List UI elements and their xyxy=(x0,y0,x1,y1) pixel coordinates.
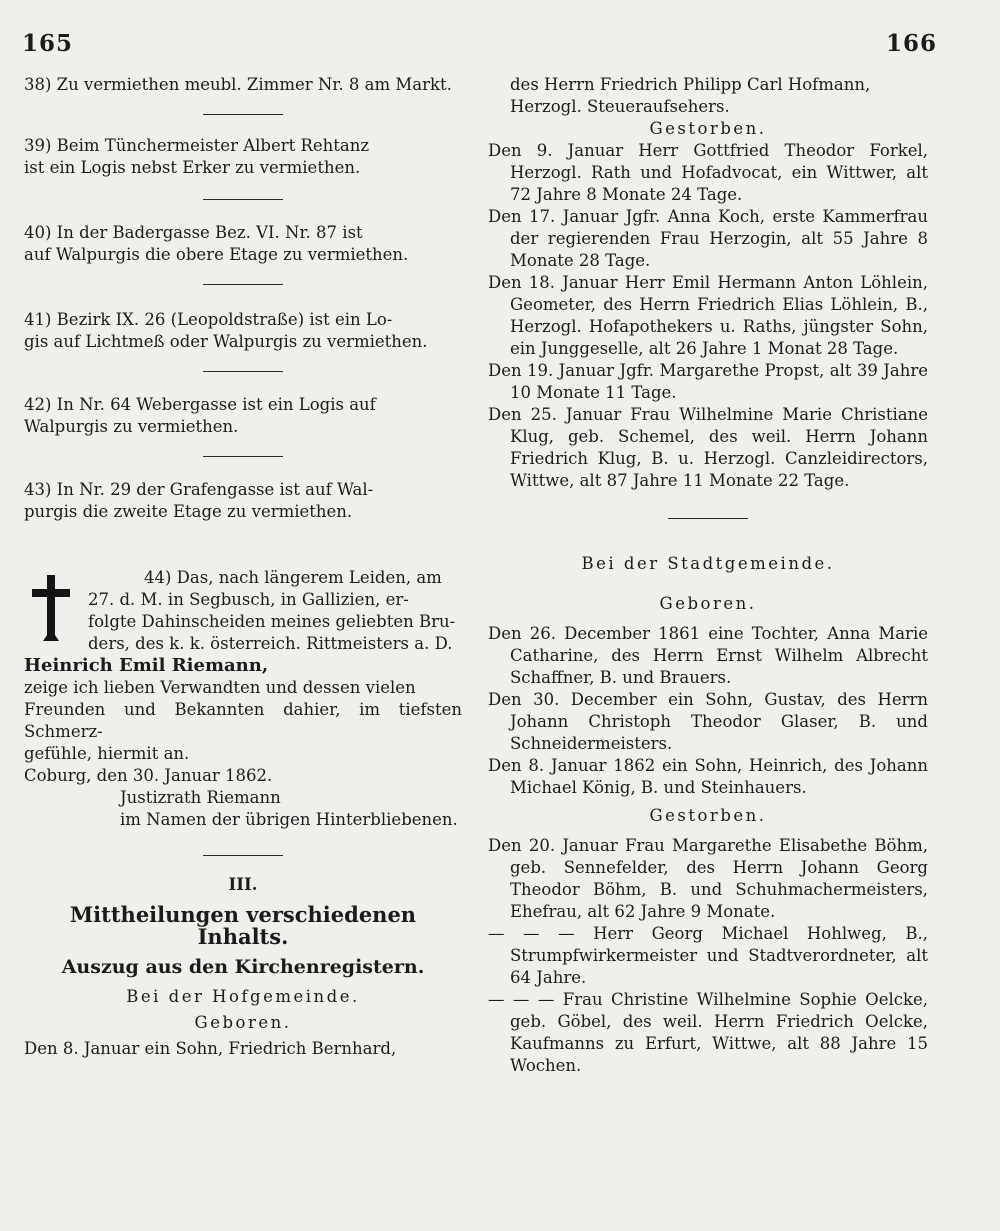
ad-41-line2: gis auf Lichtmeß oder Walpurgis zu vermiethen. xyxy=(24,332,428,351)
born-heading-2: Geboren. xyxy=(659,594,757,613)
obituary-signature: Justizrath Riemann xyxy=(120,788,281,807)
obituary-line4: ders, des k. k. österreich. Rittmeisters a. D. xyxy=(88,634,453,653)
obituary-line1: 44) Das, nach längerem Leiden, am xyxy=(144,568,442,587)
died-heading: Gestorben. xyxy=(649,119,767,138)
obituary-place-date: Coburg, den 30. Januar 1862. xyxy=(24,766,273,785)
parish-heading-2: Bei der Stadtgemeinde. xyxy=(581,554,835,573)
died-heading-2: Gestorben. xyxy=(649,806,767,825)
death-entry: Den 19. Januar Jgfr. Margarethe Propst, alt 39 Jahre 10 Monate 11 Tage. xyxy=(488,361,928,402)
death-entry: — — — Frau Christine Wilhelmine Sophie Oelcke, geb. Göbel, des weil. Herrn Friedrich Oelcke, Kaufmanns zu Erfurt, Wittwe, alt 88 Jahre 15 Wochen. xyxy=(488,990,928,1075)
obituary-signature-note: im Namen der übrigen Hinterbliebenen. xyxy=(120,810,458,829)
ad-40-line1: 40) In der Badergasse Bez. VI. Nr. 87 ist xyxy=(24,223,363,242)
death-entry: — — — Herr Georg Michael Hohlweg, B., Strumpfwirkermeister und Stadtverordneter, alt 64 Jahre. xyxy=(488,924,928,987)
page-number-left: 165 xyxy=(22,30,74,57)
birth-entry: Den 26. December 1861 eine Tochter, Anna Marie Catharine, des Herrn Ernst Wilhelm Albrecht Schaffner, B. und Brauers. xyxy=(488,624,928,687)
death-entry: Den 17. Januar Jgfr. Anna Koch, erste Kammerfrau der regierenden Frau Herzogin, alt 55 Jahre 8 Monate 28 Tage. xyxy=(488,207,928,270)
obituary-line3: folgte Dahinscheiden meines geliebten Bru- xyxy=(88,612,456,631)
birth-entry: Den 8. Januar 1862 ein Sohn, Heinrich, des Johann Michael König, B. und Steinhauers. xyxy=(488,756,928,797)
death-entry: Den 18. Januar Herr Emil Hermann Anton Löhlein, Geometer, des Herrn Friedrich Elias Löhlein, B., Herzogl. Hofapothekers u. Raths, jüngster Sohn, ein Junggeselle, alt 26 Jahre 1 Monat 28 Tage. xyxy=(488,273,928,358)
ad-42-line2: Walpurgis zu vermiethen. xyxy=(24,417,239,436)
obituary-line7: gefühle, hiermit an. xyxy=(24,744,190,763)
death-entry: Den 20. Januar Frau Margarethe Elisabethe Böhm, geb. Sennefelder, des Herrn Johann Georg Theodor Böhm, B. und Schuhmachermeisters, Ehefrau, alt 62 Jahre 9 Monate. xyxy=(488,836,928,921)
ad-40-line2: auf Walpurgis die obere Etage zu vermiethen. xyxy=(24,245,409,264)
birth-entry-cont1: des Herrn Friedrich Philipp Carl Hofmann, xyxy=(510,75,871,94)
death-entry: Den 25. Januar Frau Wilhelmine Marie Christiane Klug, geb. Schemel, des weil. Herrn Johann Friedrich Klug, B. u. Herzogl. Canzleidirectors, Wittwe, alt 87 Jahre 11 Monate 22 Tage. xyxy=(488,405,928,490)
obituary-line2: 27. d. M. in Segbusch, in Gallizien, er- xyxy=(88,590,409,609)
ad-39-line1: 39) Beim Tünchermeister Albert Rehtanz xyxy=(24,136,370,155)
obituary-notice xyxy=(24,567,462,831)
left-column xyxy=(24,74,462,1060)
section-title: Mittheilungen verschiedenen Inhalts. xyxy=(69,902,417,949)
ad-38: 38) Zu vermiethen meubl. Zimmer Nr. 8 am Markt. xyxy=(24,75,452,94)
ad-39-line2: ist ein Logis nebst Erker zu vermiethen. xyxy=(24,158,361,177)
ad-43-line2: purgis die zweite Etage zu vermiethen. xyxy=(24,502,353,521)
born-heading: Geboren. xyxy=(194,1013,292,1032)
birth-entry: Den 8. Januar ein Sohn, Friedrich Bernhard, xyxy=(24,1039,397,1058)
right-column xyxy=(488,74,928,1077)
ad-41-line1: 41) Bezirk IX. 26 (Leopoldstraße) ist ein Lo- xyxy=(24,310,393,329)
obituary-line5: zeige ich lieben Verwandten und dessen vielen xyxy=(24,678,416,697)
section-number: III. xyxy=(228,875,258,894)
ad-42-line1: 42) In Nr. 64 Webergasse ist ein Logis auf xyxy=(24,395,376,414)
section-subtitle: Auszug aus den Kirchenregistern. xyxy=(61,956,425,978)
birth-entry-cont2: Herzogl. Steueraufsehers. xyxy=(510,97,730,116)
parish-heading: Bei der Hofgemeinde. xyxy=(126,987,360,1006)
page-number-right: 166 xyxy=(886,30,938,57)
obituary-name: Heinrich Emil Riemann, xyxy=(24,655,269,676)
obituary-line6: Freunden und Bekannten dahier, im tiefsten Schmerz- xyxy=(24,700,462,741)
birth-entry: Den 30. December ein Sohn, Gustav, des Herrn Johann Christoph Theodor Glaser, B. und Schneidermeisters. xyxy=(488,690,928,753)
ad-43-line1: 43) In Nr. 29 der Grafengasse ist auf Wal- xyxy=(24,480,374,499)
cross-icon xyxy=(26,573,76,643)
death-entry: Den 9. Januar Herr Gottfried Theodor Forkel, Herzogl. Rath und Hofadvocat, ein Wittwer, alt 72 Jahre 8 Monate 24 Tage. xyxy=(488,141,928,204)
